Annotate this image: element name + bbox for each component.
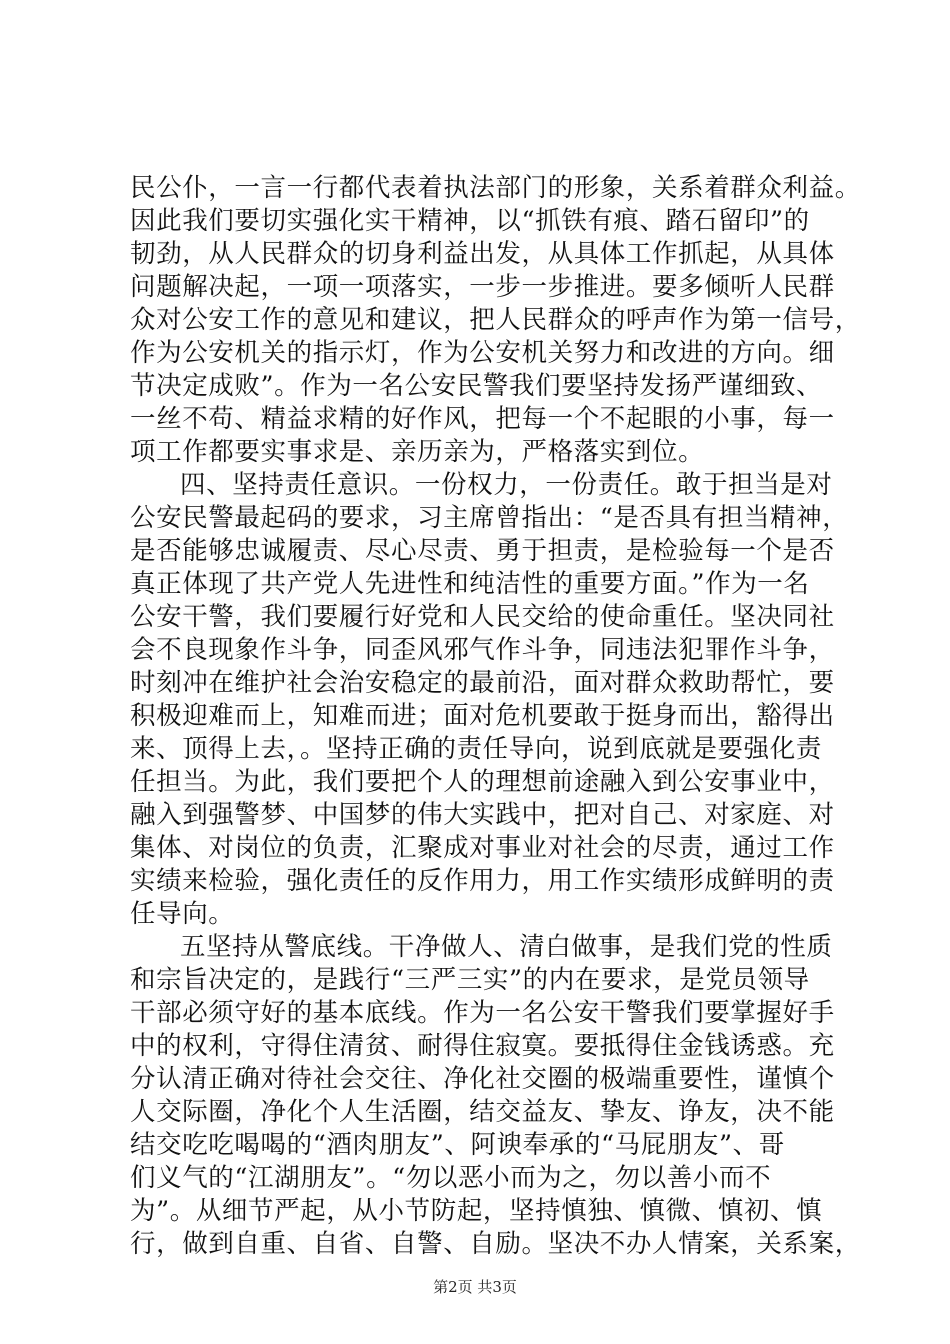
text-line: 来、顶得上去，。坚持正确的责任导向，说到底就是要强化责 (130, 734, 822, 764)
paragraph-start-line: 四、坚持责任意识。一份权力，一份责任。敢于担当是对 (180, 470, 833, 500)
text-line: 为”。从细节严起，从小节防起，坚持慎独、慎微、慎初、慎 (130, 1196, 823, 1226)
text-line: 集体、对岗位的负责，汇聚成对事业对社会的尽责，通过工作 (130, 833, 835, 863)
text-line: 结交吃吃喝喝的“酒肉朋友”、阿谀奉承的“马屁朋友”、哥 (130, 1130, 785, 1160)
text-line: 公安民警最起码的要求，习主席曾指出：“是否具有担当精神， (130, 503, 849, 533)
text-line: 人交际圈，净化个人生活圈，结交益友、挚友、诤友，决不能 (130, 1097, 835, 1127)
text-line: 们义气的“江湖朋友”。“勿以恶小而为之，勿以善小而不 (130, 1163, 772, 1193)
text-line: 时刻冲在维护社会治安稳定的最前沿，面对群众救助帮忙，要 (130, 668, 835, 698)
text-line: 和宗旨决定的，是践行“三严三实”的内在要求，是党员领导 (130, 965, 810, 995)
paragraph-start-line: 五坚持从警底线。干净做人、清白做事，是我们党的性质 (180, 932, 833, 962)
text-line: 任担当。为此，我们要把个人的理想前途融入到公安事业中， (130, 767, 835, 797)
text-line: 节决定成败”。作为一名公安民警我们要坚持发扬严谨细致、 (130, 371, 823, 401)
text-line: 因此我们要切实强化实干精神，以“抓铁有痕、踏石留印”的 (130, 206, 810, 236)
text-line: 会不良现象作斗争，同歪风邪气作斗争，同违法犯罪作斗争， (130, 635, 835, 665)
text-line: 分认清正确对待社会交往、净化社交圈的极端重要性，谨慎个 (130, 1064, 835, 1094)
text-line: 是否能够忠诚履责、尽心尽责、勇于担责，是检验每一个是否 (130, 536, 835, 566)
page-number-footer: 第2页 共3页 (433, 1278, 517, 1296)
text-line: 韧劲，从人民群众的切身利益出发，从具体工作抓起，从具体 (130, 239, 835, 269)
text-line: 作为公安机关的指示灯，作为公安机关努力和改进的方向。细 (130, 338, 835, 368)
text-line: 任导向。 (130, 899, 235, 929)
text-line: 积极迎难而上，知难而进；面对危机要敢于挺身而出，豁得出 (130, 701, 835, 731)
text-line: 公安干警，我们要履行好党和人民交给的使命重任。坚决同社 (130, 602, 835, 632)
text-line: 民公仆，一言一行都代表着执法部门的形象，关系着群众利益。 (130, 173, 861, 203)
text-line: 行，做到自重、自省、自警、自励。坚决不办人情案，关系案， (130, 1229, 861, 1259)
text-line: 融入到强警梦、中国梦的伟大实践中，把对自己、对家庭、对 (130, 800, 835, 830)
text-line: 一丝不苟、精益求精的好作风，把每一个不起眼的小事，每一 (130, 404, 835, 434)
text-line: 问题解决起，一项一项落实，一步一步推进。要多倾听人民群 (130, 272, 835, 302)
text-line: 中的权利，守得住清贫、耐得住寂寞。要抵得住金钱诱惑。充 (130, 1031, 835, 1061)
text-line: 干部必须守好的基本底线。作为一名公安干警我们要掌握好手 (130, 998, 835, 1028)
text-line: 真正体现了共产党人先进性和纯洁性的重要方面。”作为一名 (130, 569, 810, 599)
text-line: 项工作都要实事求是、亲历亲为，严格落实到位。 (130, 437, 705, 467)
text-line: 实绩来检验，强化责任的反作用力，用工作实绩形成鲜明的责 (130, 866, 835, 896)
text-line: 众对公安工作的意见和建议，把人民群众的呼声作为第一信号， (130, 305, 861, 335)
document-body (130, 172, 861, 1261)
